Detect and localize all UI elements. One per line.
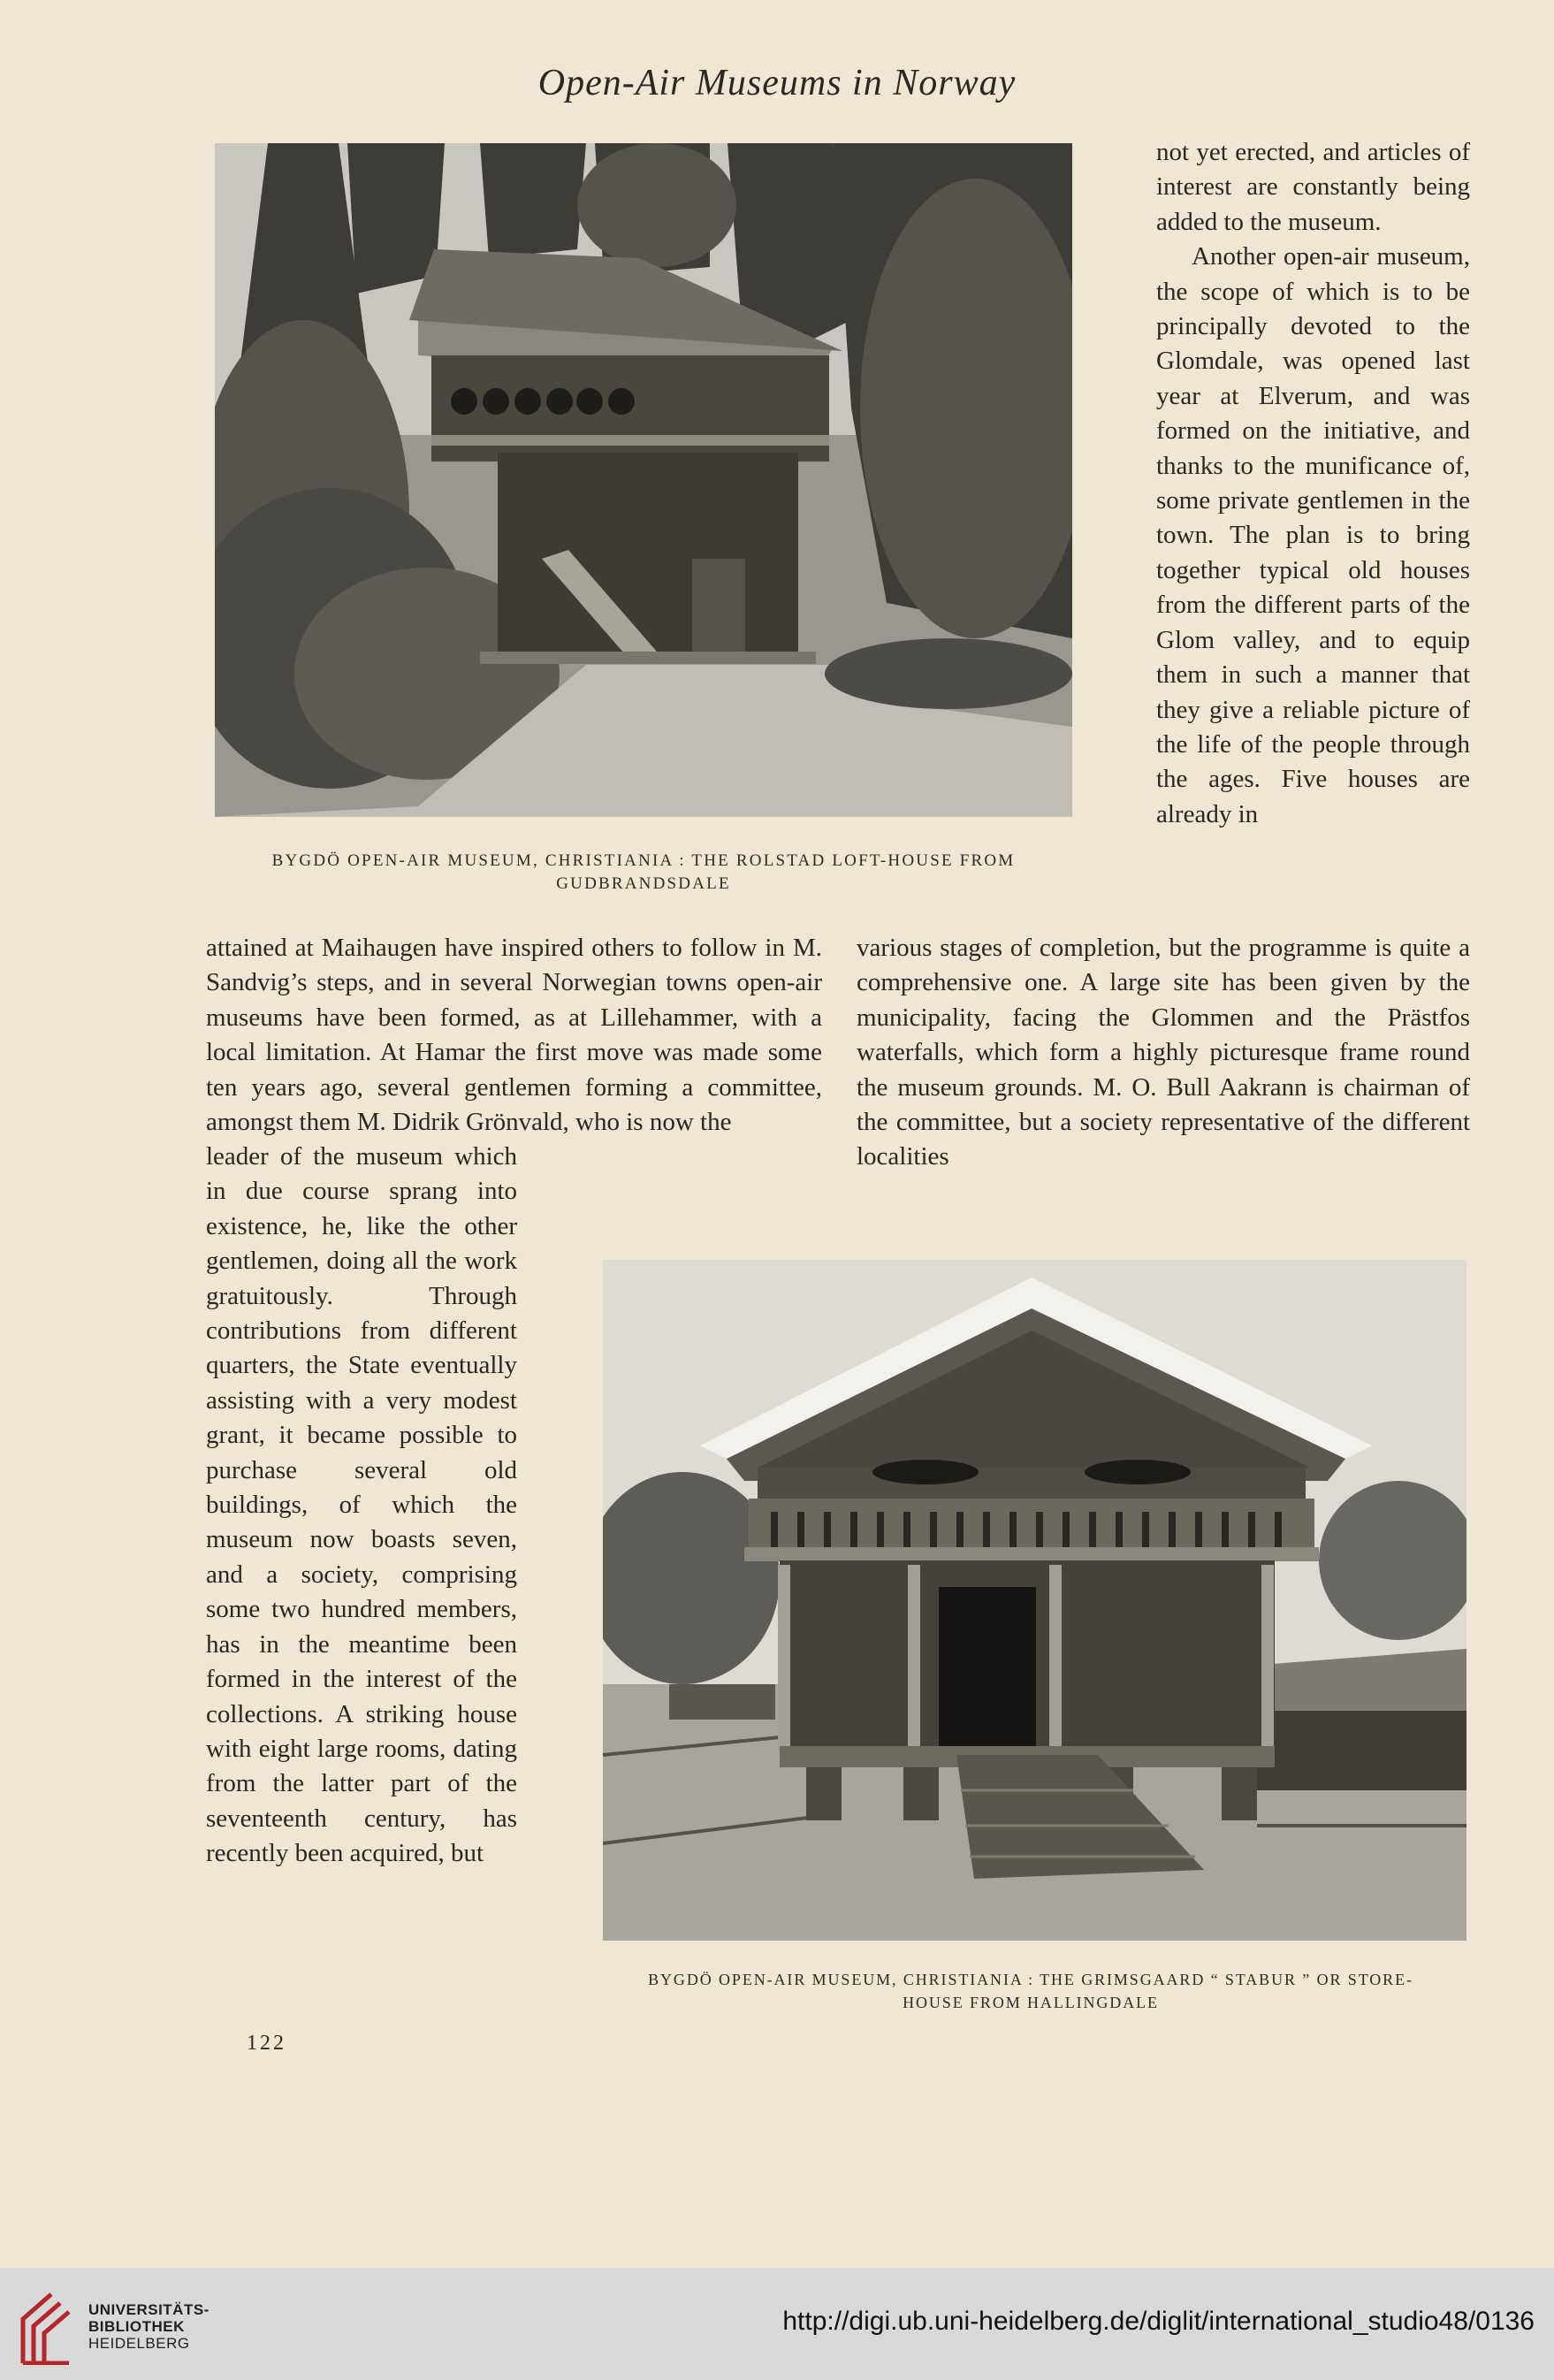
library-name-line: BIBLIOTHEK [88, 2318, 185, 2335]
page-number: 122 [247, 2032, 286, 2055]
paragraph: leader of the museum which in due course sprang into existence, he, like the other gentlemen, doing all the work gratuitously. Through contributions from different quarters, the State eventually assisting with a very modest grant, it became possible to purchase several old buildings, of which the museum now boasts seven, and a society, comprising some two hundred members, has in the meantime been formed in the interest of the collections. A striking house with eight large rooms, dating from the latter part of the seventeenth century, has recently been acquired, but [206, 1142, 517, 1868]
library-logo-icon [16, 2284, 78, 2365]
caption-line: BYGDÖ OPEN-AIR MUSEUM, CHRISTIANIA : THE GRIMSGAARD “ STABUR ” OR STORE- [648, 1971, 1413, 1988]
grimsgaard-stabur-photo [603, 1260, 1466, 1941]
library-name-line: HEIDELBERG [88, 2335, 190, 2352]
caption-line: HOUSE FROM HALLINGDALE [903, 1994, 1159, 2011]
library-name [88, 2301, 209, 2352]
rolstad-loft-house-photo [215, 143, 1072, 817]
bottom-figure-caption [589, 1968, 1473, 2014]
paragraph: Another open-air museum, the scope of which is to be principally devoted to the Glomdale, was opened last year at Elverum, and was formed on the initiative, and thanks to the munificance of, some private gentlemen in the town. The plan is to bring together typical old houses from the different parts of the Glom valley, and to equip them in such a manner that they give a reliable picture of the life of the people through the ages. Five houses are already in [1156, 242, 1470, 828]
caption-line: GUDBRANDSDALE [556, 874, 731, 893]
caption-line: BYGDÖ OPEN-AIR MUSEUM, CHRISTIANIA : THE ROLSTAD LOFT-HOUSE FROM [271, 851, 1016, 870]
right-column-middle-text [857, 931, 1470, 1175]
library-name-line: UNIVERSITÄTS- [88, 2301, 209, 2318]
top-figure-caption [215, 850, 1072, 896]
left-column-middle-text [206, 931, 822, 1140]
viewer-footer [0, 2268, 1554, 2380]
left-column-bottom-text [206, 1140, 517, 1872]
running-head: Open-Air Museums in Norway [537, 63, 1017, 103]
paragraph: various stages of completion, but the programme is quite a comprehensive one. A large site has been given by the municipality, facing the Glommen and the Prästfos waterfalls, which form a highly picturesque frame round the museum grounds. M. O. Bull Aakrann is chairman of the committee, but a society representative of the different localities [857, 934, 1470, 1171]
paragraph: attained at Maihaugen have inspired others to follow in M. Sandvig’s steps, and in several Norwegian towns open-air museums have been formed, as at Lillehammer, with a local limitation. At Hamar the first move was made some ten years ago, several gentlemen forming a committee, amongst them M. Didrik Grönvald, who is now the [206, 934, 822, 1137]
source-url[interactable]: http://digi.ub.uni-heidelberg.de/diglit/international_studio48/0136 [782, 2307, 1535, 2336]
right-column-top-text [1156, 135, 1470, 832]
paragraph: not yet erected, and articles of interest are constantly being added to the museum. [1156, 138, 1470, 236]
